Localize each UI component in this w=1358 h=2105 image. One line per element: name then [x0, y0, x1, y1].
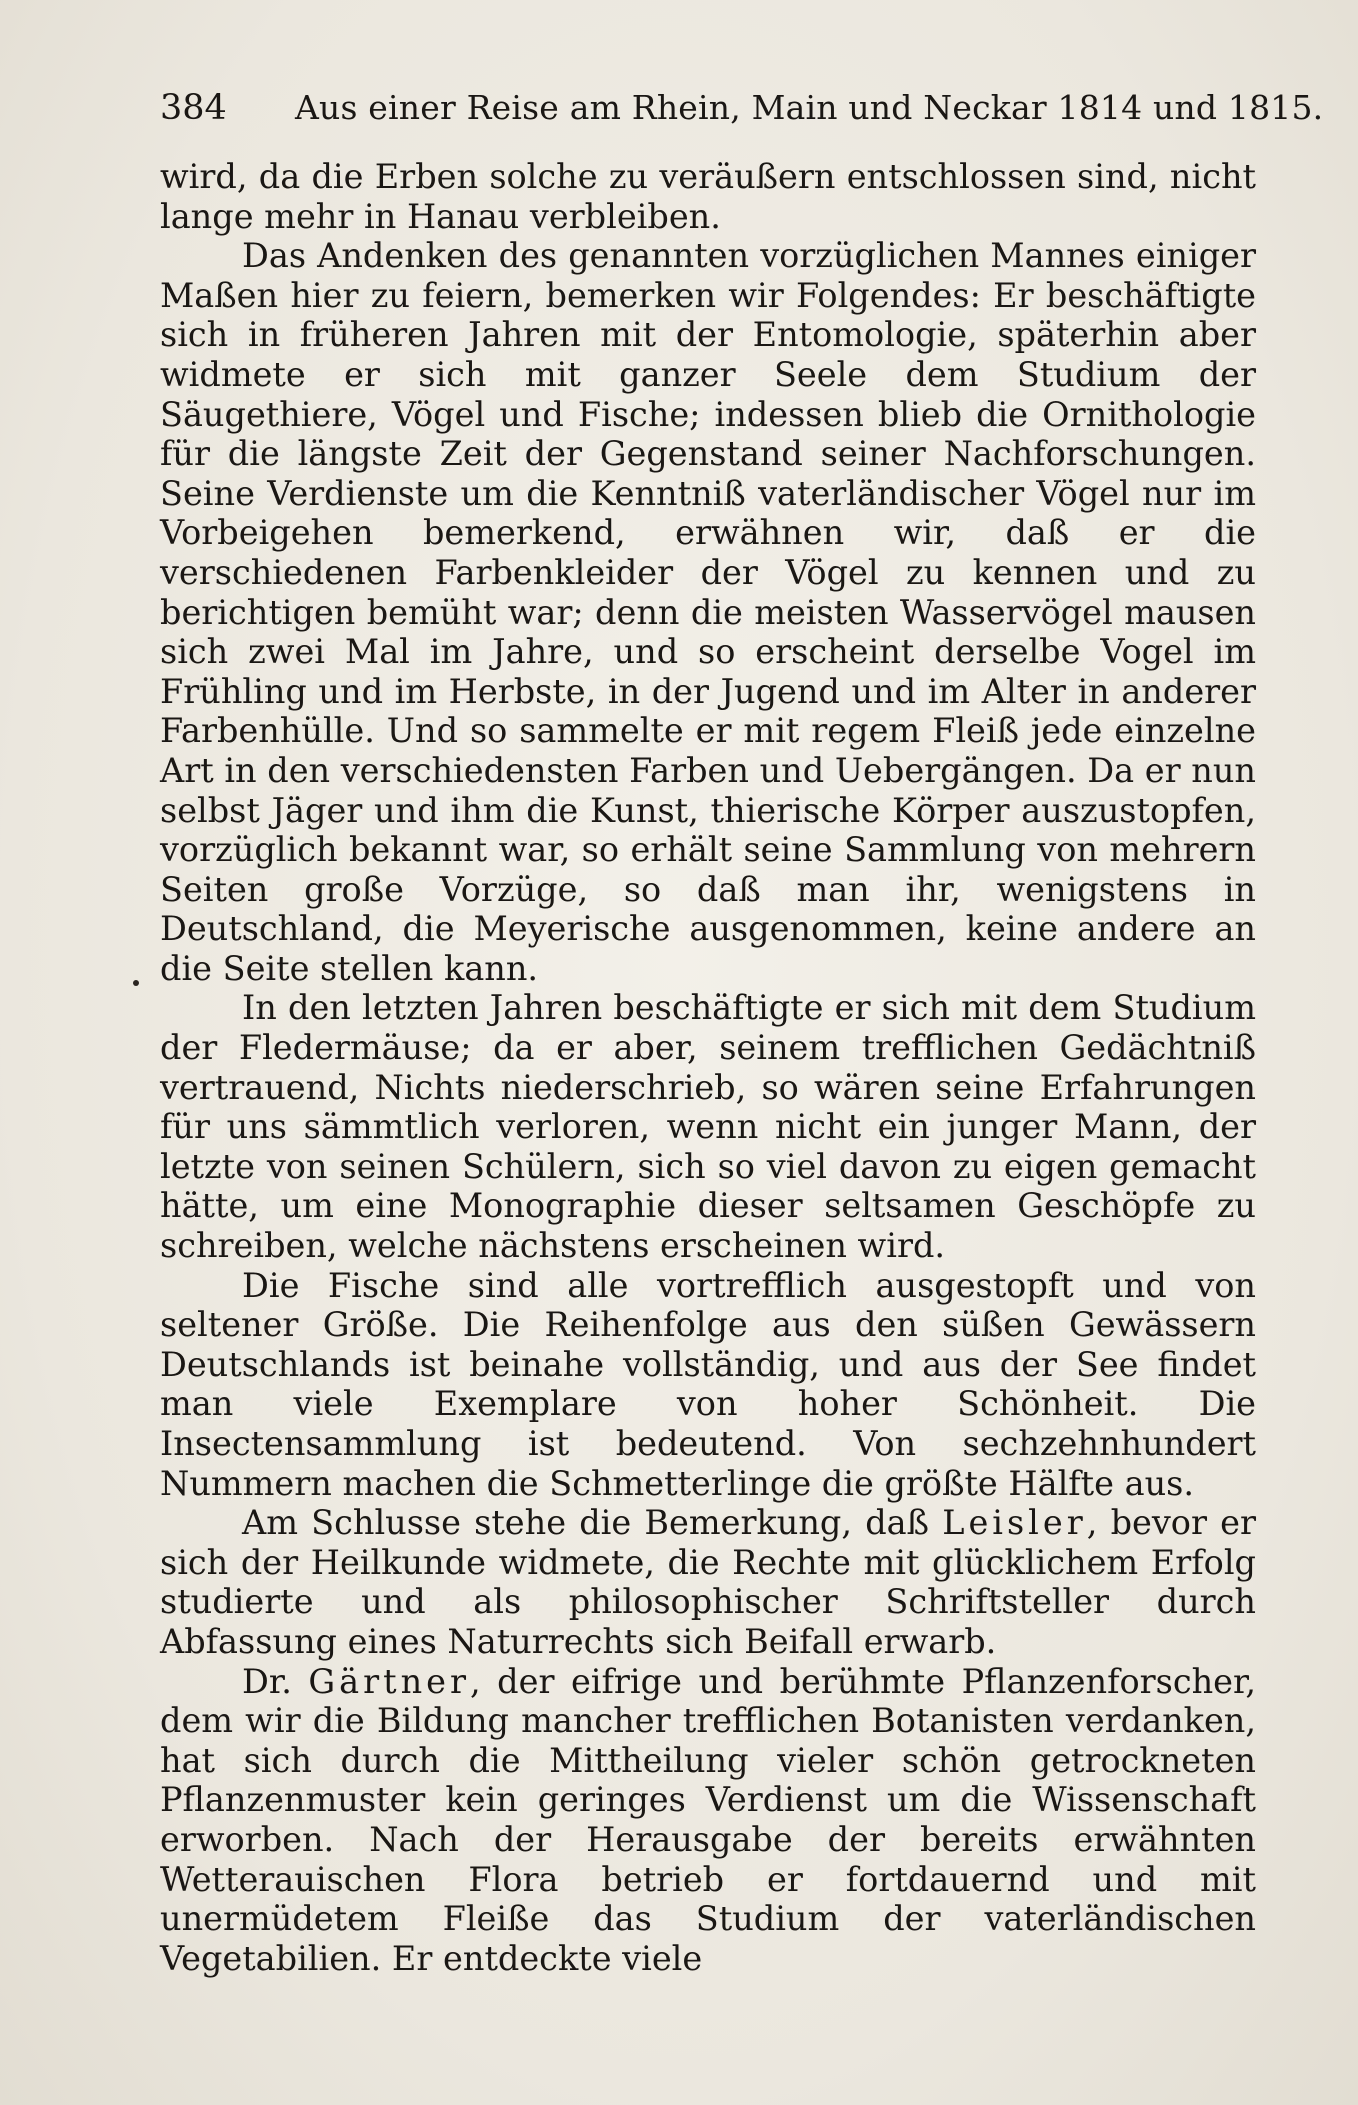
paragraph-andenken: Das Andenken des genannten vorzüglichen Mannes einiger Maßen hier zu feiern, bemerken wir Folgendes: Er beschäftigte sich in früheren Jahren mit der Entomologie, späterhin aber widmete er sich mit ganzer Seele dem Studium der Säugethiere, Vögel und Fische; indessen blieb die Ornithologie für die längste Zeit der Gegenstand seiner Nachforschungen. Seine Verdienste um die Kenntniß vaterländischer Vögel nur im Vorbeigehen bemerkend, erwähnen wir, daß er die verschiedenen Farbenkleider der Vögel zu kennen und zu berichtigen bemüht war; denn die meisten Wasservögel mausen sich zwei Mal im Jahre, und so erscheint derselbe Vogel im Frühling und im Herbste, in der Jugend und im Alter in anderer Farbenhülle. Und so sammelte er mit regem Fleiß jede einzelne Art in den verschiedensten Farben und Uebergängen. Da er nun selbst Jäger und ihm die Kunst, thierische Körper auszustopfen, vorzüglich bekannt war, so erhält seine Sammlung von mehrern Seiten große Vorzüge, so daß man ihr, wenigstens in Deutschland, die Meyerische ausgenommen, keine andere an die Seite stellen kann. — [160, 236, 1256, 988]
paragraph-leisler — [160, 1503, 1256, 1661]
page-number: 384 — [160, 88, 227, 128]
person-name-leisler: Leisler — [942, 1503, 1087, 1543]
margin-mark — [133, 980, 139, 986]
paragraph-continuation: wird, da die Erben solche zu veräußern entschlossen sind, nicht lange mehr in Hanau verbleiben. — [160, 157, 1256, 236]
paragraph-fledermaeuse: In den letzten Jahren beschäftigte er sich mit dem Studium der Fledermäuse; da er aber, seinem trefflichen Gedächtniß vertrauend, Nichts niederschrieb, so wären seine Erfahrungen für uns sämmtlich verloren, wenn nicht ein junger Mann, der letzte von seinen Schülern, sich so viel davon zu eigen gemacht hätte, um eine Monographie dieser seltsamen Geschöpfe zu schreiben, welche nächstens erscheinen wird. — [160, 988, 1256, 1266]
paragraph-gaertner-after: , der eifrige und berühmte Pflanzenforscher, dem wir die Bildung mancher trefflichen Botanisten verdanken, hat sich durch die Mittheilung vieler schön getrockneten Pflanzenmuster kein geringes Verdienst um die Wissenschaft erworben. Nach der Herausgabe der bereits erwähnten Wetterauischen Flora betrieb er fortdauernd und mit unermüdetem Fleiße das Studium der vaterländischen Vegetabilien. Er entdeckte viele — [160, 1661, 1256, 1978]
paragraph-leisler-before: Am Schlusse stehe die Bemerkung, daß — [242, 1503, 943, 1543]
paragraph-gaertner — [160, 1662, 1256, 1979]
paragraph-fische: Die Fische sind alle vortrefflich ausgestopft und von seltener Größe. Die Reihenfolge aus den süßen Gewässern Deutschlands ist beinahe vollständig, und aus der See findet man viele Exemplare von hoher Schönheit. Die Insectensammlung ist bedeutend. Von sechzehnhundert Nummern machen die Schmetterlinge die größte Hälfte aus. — [160, 1265, 1256, 1503]
body-text — [160, 157, 1256, 1978]
running-head: Aus einer Reise am Rhein, Main und Neckar 1814 und 1815. — [295, 88, 1324, 127]
title-dr: Dr. — [242, 1661, 309, 1701]
paragraph-leisler-after: , bevor er sich der Heilkunde widmete, die Rechte mit glücklichem Erfolg studierte und als philosophischer Schriftsteller durch Abfassung eines Naturrechts sich Beifall erwarb. — [160, 1503, 1256, 1661]
person-name-gaertner: Gärtner — [308, 1661, 470, 1701]
page-header — [160, 82, 1324, 134]
